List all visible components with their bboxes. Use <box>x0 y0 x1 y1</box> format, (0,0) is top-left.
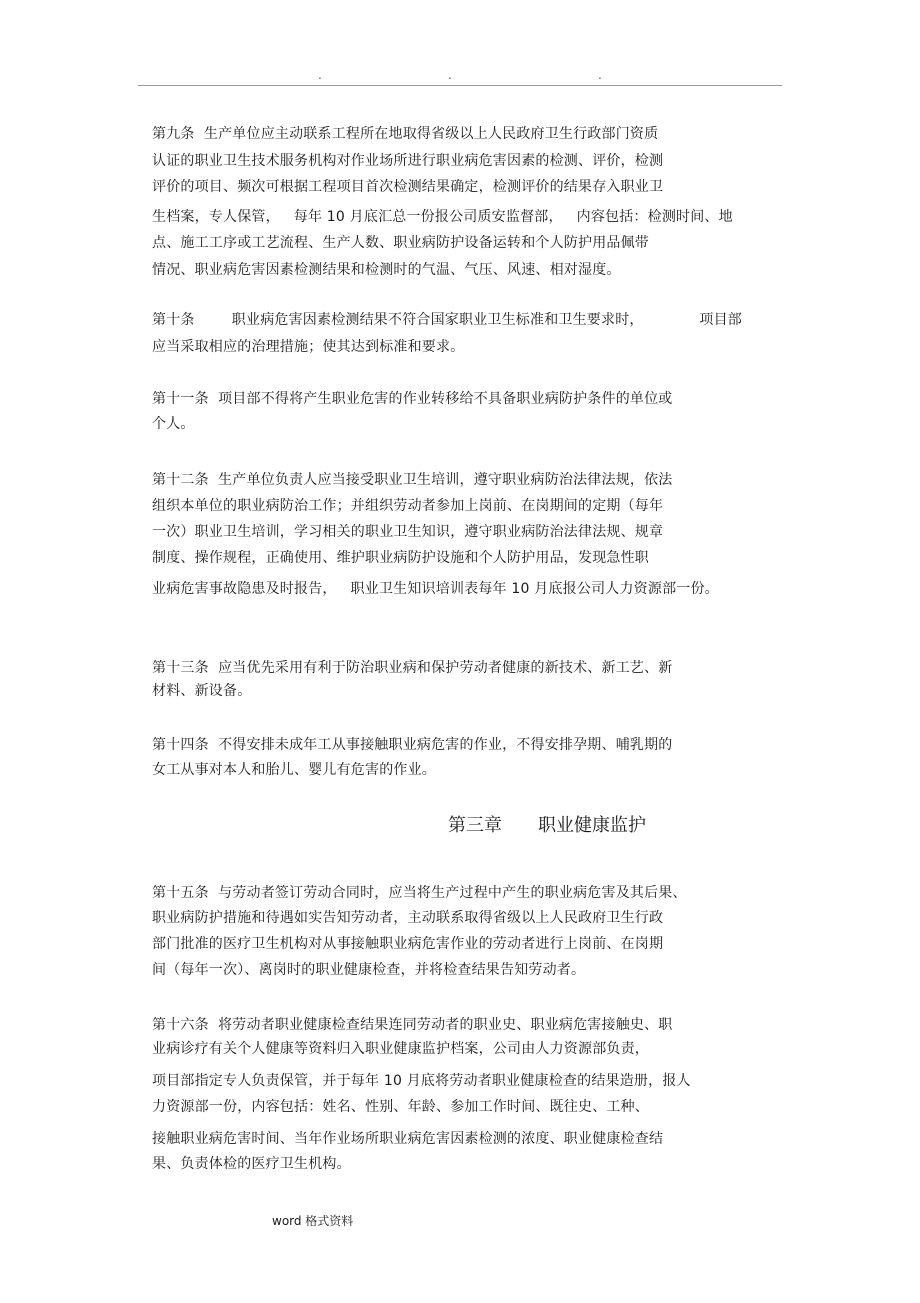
article-line: 一次）职业卫生培训，学习相关的职业卫生知识，遵守职业病防治法律法规、规章 <box>152 524 664 540</box>
article-line: 第十一条 项目部不得将产生职业危害的作业转移给不具备职业病防护条件的单位或 <box>152 391 673 407</box>
article-line: 第十四条 不得安排未成年工从事接触职业病危害的作业，不得安排孕期、哺乳期的 <box>152 737 673 753</box>
page-footer: word 格式资料 <box>272 1214 354 1228</box>
article-line: 第十五条 与劳动者签订劳动合同时，应当将生产过程中产生的职业病危害及其后果、 <box>152 885 687 901</box>
header-rule <box>138 85 782 86</box>
article-line: 接触职业病危害时间、当年作业场所职业病危害因素检测的浓度、职业健康检查结 <box>152 1131 664 1147</box>
article-line: 力资源部一份，内容包括：姓名、性别、年龄、参加工作时间、既往史、工种、 <box>152 1099 649 1115</box>
article-line: 制度、操作规程，正确使用、维护职业病防护设施和个人防护用品，发现急性职 <box>152 550 649 566</box>
article-line: 认证的职业卫生技术服务机构对作业场所进行职业病危害因素的检测、评价，检测 <box>152 153 664 169</box>
chapter-title: 职业健康监护 <box>538 815 646 836</box>
article-line: 个人。 <box>152 416 195 432</box>
article-line: 部门批准的医疗卫生机构对从事接触职业病危害作业的劳动者进行上岗前、在岗期 <box>152 936 664 952</box>
article-line: 第九条 生产单位应主动联系工程所在地取得省级以上人民政府卫生行政部门资质 <box>152 126 659 142</box>
article-line: 生档案，专人保管， 每年 10 月底汇总一份报公司质安监督部， 内容包括：检测时间、地 <box>152 209 733 225</box>
article-line: 业病危害事故隐患及时报告， 职业卫生知识培训表每年 10 月底报公司人力资源部一份。 <box>152 581 719 597</box>
article-line: 第十二条 生产单位负责人应当接受职业卫生培训，遵守职业病防治法律法规，依法 <box>152 472 673 488</box>
header-dot: . <box>318 68 322 82</box>
article-line: 点、施工工序或工艺流程、生产人数、职业病防护设备运转和个人防护用品佩带 <box>152 235 649 251</box>
article-line: 第十条 职业病危害因素检测结果不符合国家职业卫生标准和卫生要求时， 项目部 <box>152 312 743 328</box>
article-line: 业病诊疗有关个人健康等资料归入职业健康监护档案，公司由人力资源部负责， <box>152 1041 649 1057</box>
article-line: 项目部指定专人负责保管，并于每年 10 月底将劳动者职业健康检查的结果造册，报人 <box>152 1073 691 1089</box>
article-line: 女工从事对本人和胎儿、婴儿有危害的作业。 <box>152 762 436 778</box>
article-line: 果、负责体检的医疗卫生机构。 <box>152 1156 351 1172</box>
header-dot: . <box>448 68 452 82</box>
article-line: 职业病防护措施和待遇如实告知劳动者，主动联系取得省级以上人民政府卫生行政 <box>152 910 664 926</box>
article-line: 情况、职业病危害因素检测结果和检测时的气温、气压、风速、相对湿度。 <box>152 262 621 278</box>
article-line: 第十六条 将劳动者职业健康检查结果连同劳动者的职业史、职业病危害接触史、职 <box>152 1017 673 1033</box>
article-line: 组织本单位的职业病防治工作；并组织劳动者参加上岗前、在岗期间的定期（每年 <box>152 498 664 514</box>
article-line: 材料、新设备。 <box>152 683 252 699</box>
article-line: 应当采取相应的治理措施；使其达到标准和要求。 <box>152 339 465 355</box>
article-line: 间（每年一次）、离岗时的职业健康检查，并将检查结果告知劳动者。 <box>152 962 586 978</box>
article-line: 第十三条 应当优先采用有利于防治职业病和保护劳动者健康的新技术、新工艺、新 <box>152 660 673 676</box>
header-dot: . <box>598 68 602 82</box>
chapter-number: 第三章 <box>448 815 502 836</box>
article-line: 评价的项目、频次可根据工程项目首次检测结果确定，检测评价的结果存入职业卫 <box>152 179 664 195</box>
